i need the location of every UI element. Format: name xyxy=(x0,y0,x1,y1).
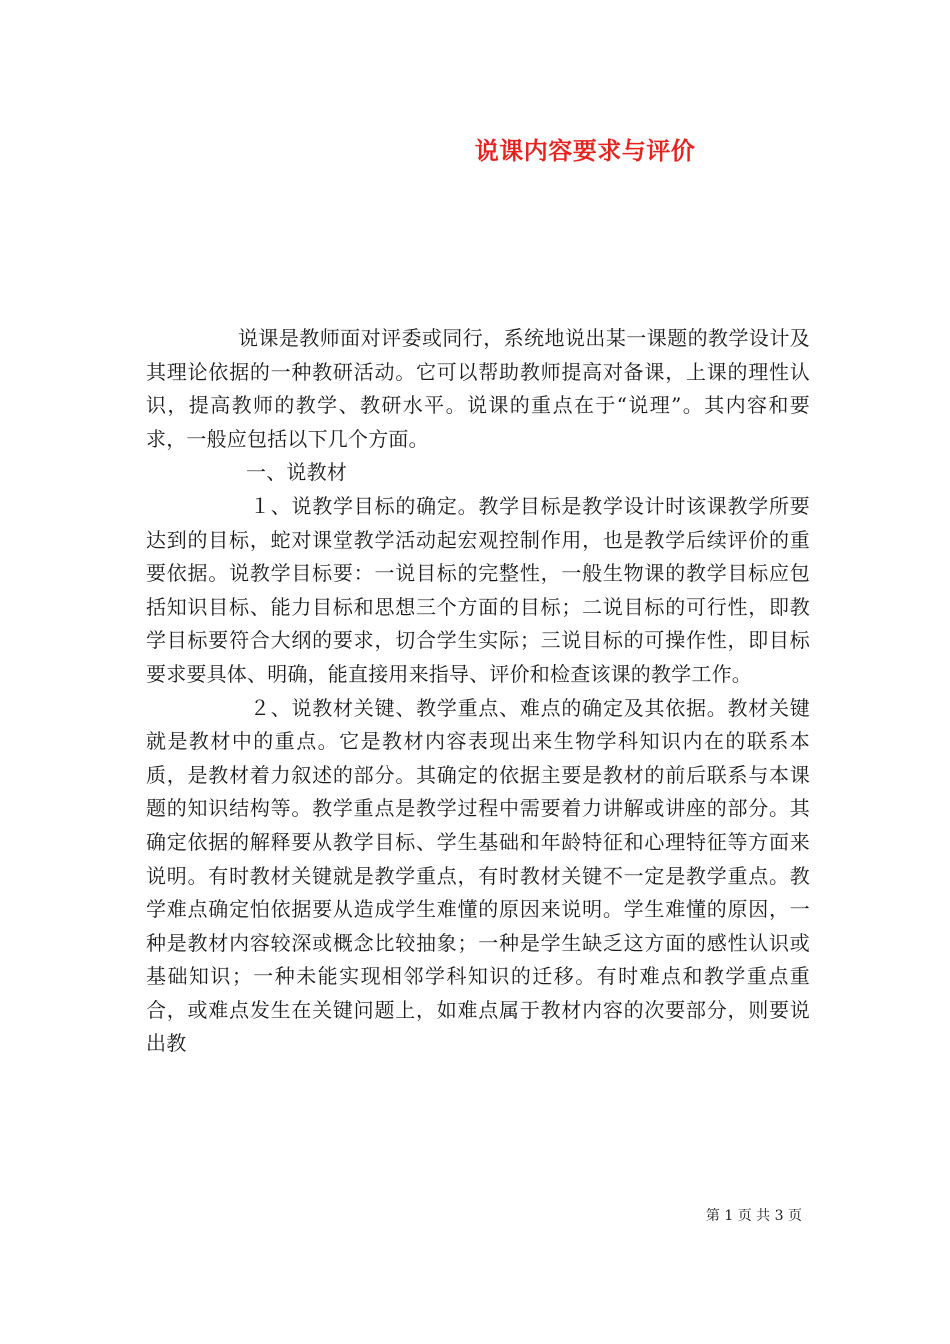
item-paragraph-1: １、说教学目标的确定。教学目标是教学设计时该课教学所要达到的目标，蛇对课堂教学活动起宏观控制作用，也是教学后续评价的重要依据。说教学目标要：一说目标的完整性，一般生物课的教学目标应包括知识目标、能力目标和思想三个方面的目标；二说目标的可行性，即教学目标要符合大纲的要求，切合学生实际；三说目标的可操作性，即目标要求要具体、明确，能直接用来指导、评价和检查该课的教学工作。 xyxy=(146,493,810,686)
section-heading: 一、说教材 xyxy=(246,460,347,485)
document-body xyxy=(146,322,810,1061)
item-paragraph-2: ２、说教材关键、教学重点、难点的确定及其依据。教材关键就是教材中的重点。它是教材内容表现出来生物学科知识内在的联系本质，是教材着力叙述的部分。其确定的依据主要是教材的前后联系与本课题的知识结构等。教学重点是教学过程中需要着力讲解或讲座的部分。其确定依据的解释要从教学目标、学生基础和年龄特征和心理特征等方面来说明。有时教材关键就是教学重点，有时教材关键不一定是教学重点。教学难点确定怕依据要从造成学生难懂的原因来说明。学生难懂的原因，一种是教材内容较深或概念比较抽象；一种是学生缺乏这方面的感性认识或基础知识；一种未能实现相邻学科知识的迁移。有时难点和教学重点重合，或难点发生在关键问题上，如难点属于教材内容的次要部分，则要说出教 xyxy=(146,695,810,1056)
intro-paragraph: 说课是教师面对评委或同行，系统地说出某一课题的教学设计及其理论依据的一种教研活动。它可以帮助教师提高对备课，上课的理性认识，提高教师的教学、教研水平。说课的重点在于“说理”。其内容和要求，一般应包括以下几个方面。 xyxy=(146,326,810,451)
document-title: 说课内容要求与评价 xyxy=(474,136,696,165)
page-footer: 第 1 页 共 3 页 xyxy=(705,1208,802,1224)
